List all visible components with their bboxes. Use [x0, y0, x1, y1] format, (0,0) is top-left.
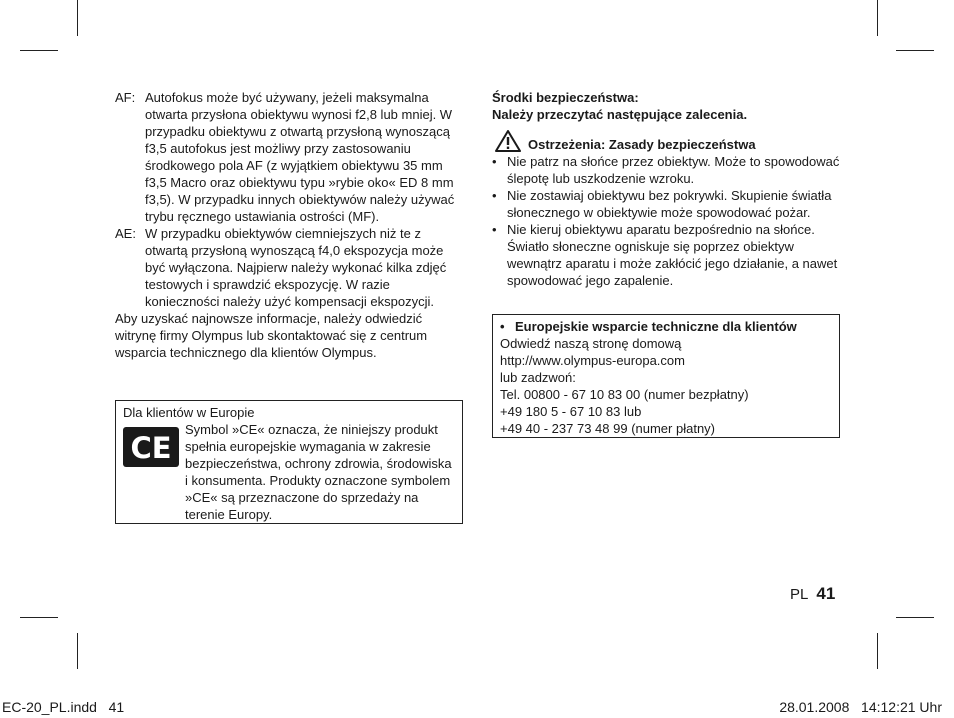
ae-key: AE: [115, 226, 136, 241]
crop-mark [77, 0, 78, 36]
af-key: AF: [115, 90, 136, 105]
support-line: Odwiedź naszą stronę domową [500, 336, 682, 351]
bullet-symbol: • [492, 154, 497, 169]
footer-filename: EC-20_PL.indd 41 [2, 699, 125, 715]
crop-mark [896, 50, 934, 51]
support-url: http://www.olympus-europa.com [500, 353, 685, 368]
support-phone: Tel. 00800 - 67 10 83 00 (numer bezpłatny) [500, 387, 749, 402]
page-lang: PL [790, 586, 809, 603]
left-column [115, 89, 462, 361]
list-item [492, 153, 842, 187]
support-box [492, 314, 840, 438]
crop-mark [77, 633, 78, 669]
ae-text: W przypadku obiektywów ciemniejszych niż te z otwartą przysłoną wynoszącą f4,0 ekspozycja może być wyłączona. Najpierw należy wykonać kilka zdjęć testowych i sprawdzić ekspozycję. W razie konieczności należy użyć kompensacji ekspozycji. [145, 226, 447, 309]
warning-title: Ostrzeżenia: Zasady bezpieczeństwa [528, 137, 756, 152]
support-line: lub zadzwoń: [500, 370, 576, 385]
eu-box-text: Symbol »CE« oznacza, że niniejszy produkt spełnia europejskie wymagania w zakresie bezpieczeństwa, ochrony zdrowia, środowiska i konsumenta. Produkty oznaczone symbolem »CE« są przeznaczone do sprzedaży na terenie Europy. [185, 422, 452, 522]
bullet-symbol: • [492, 222, 497, 237]
footer-timestamp: 28.01.2008 14:12:21 Uhr [779, 699, 942, 715]
list-item [492, 187, 842, 221]
svg-text:CE: CE [130, 431, 172, 465]
eu-box-title: Dla klientów w Europie [123, 405, 255, 420]
support-box-title [500, 318, 833, 335]
ae-definition [115, 225, 462, 310]
bullet-symbol: • [492, 188, 497, 203]
eu-customers-box [115, 400, 463, 524]
page-number [790, 584, 835, 604]
bullet-text: Nie zostawiaj obiektywu bez pokrywki. Skupienie światła słonecznego w obiektywie może spowodować pożar. [507, 188, 832, 220]
right-column [492, 89, 842, 289]
warning-heading [492, 129, 842, 153]
page-num: 41 [816, 584, 836, 603]
bullet-text: Nie patrz na słońce przez obiektyw. Może to spowodować ślepotę lub uszkodzenie wzroku. [507, 154, 840, 186]
support-phone: +49 180 5 - 67 10 83 lub [500, 404, 642, 419]
crop-mark [877, 633, 878, 669]
support-phone: +49 40 - 237 73 48 99 (numer płatny) [500, 421, 716, 436]
crop-mark [20, 617, 58, 618]
af-definition [115, 89, 462, 225]
ce-mark-icon [123, 427, 179, 467]
info-paragraph: Aby uzyskać najnowsze informacje, należy odwiedzić witrynę firmy Olympus lub skontaktować się z centrum wsparcia technicznego dla klientów Olympus. [115, 311, 428, 360]
crop-mark [20, 50, 58, 51]
af-text: Autofokus może być używany, jeżeli maksymalna otwarta przysłona obiektywu wynosi f2,8 lub mniej. W przypadku obiektywu z otwartą przysłoną wynoszącą f3,5 autofokus jest możliwy przy zastosowaniu środkowego pola AF (z wyjątkiem obiektywu 35 mm f3,5 Macro oraz obiektywu typu »rybie oko« ED 8 mm f3,5). W przypadku innych obiektywów należy używać trybu ręcznego ustawiania ostrości (MF). [145, 90, 455, 224]
bullet-text: Nie kieruj obiektywu aparatu bezpośrednio na słońce. Światło słoneczne ogniskuje się poprzez obiektyw wewnątrz aparatu i może zakłócić jego działanie, a nawet spowodować jego zapalenie. [507, 222, 838, 288]
safety-title: Środki bezpieczeństwa: [492, 90, 639, 105]
list-item [492, 221, 842, 289]
crop-mark [896, 617, 934, 618]
safety-subtitle: Należy przeczytać następujące zalecenia. [492, 107, 748, 122]
crop-mark [877, 0, 878, 36]
bullet-symbol: • [500, 319, 505, 334]
support-title-text: Europejskie wsparcie techniczne dla klientów [515, 319, 797, 334]
eu-box-body [123, 421, 456, 523]
warning-triangle-icon [494, 129, 522, 153]
